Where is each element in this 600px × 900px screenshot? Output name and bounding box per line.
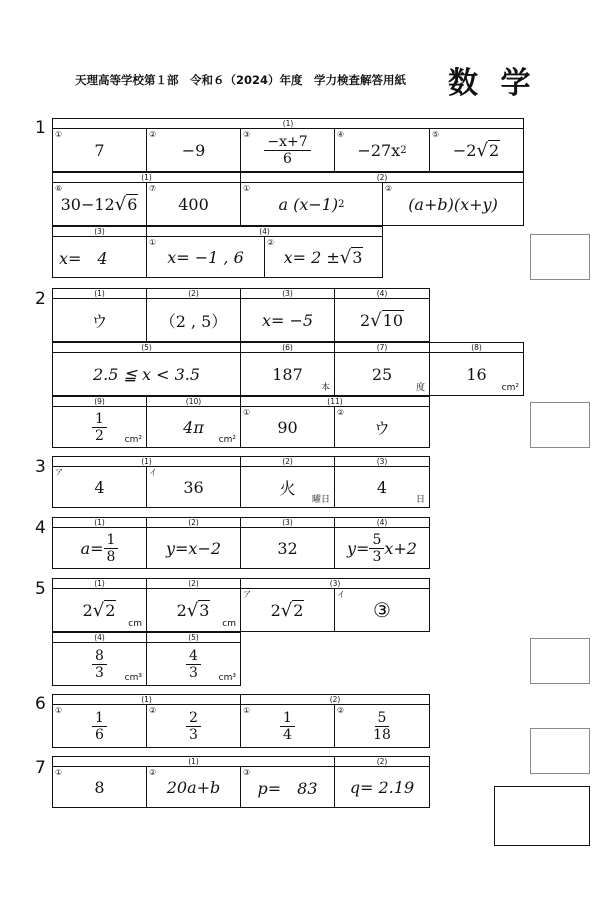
q5-2-header: (2) [146, 578, 241, 589]
marker: ① [243, 184, 251, 193]
q3-2-header: (2) [240, 456, 335, 467]
q5-5-answer[interactable] [146, 642, 241, 686]
answer-text: 20a+b [166, 777, 221, 797]
question-number-5: 5 [35, 579, 46, 599]
q4-1-answer[interactable] [52, 527, 147, 569]
q1-3-answer[interactable] [52, 236, 147, 278]
q2-6-answer[interactable] [240, 352, 335, 396]
marker: ③ [243, 130, 251, 139]
score-box-2[interactable] [530, 402, 590, 448]
answer-text: 4 [376, 477, 388, 497]
marker: ② [337, 706, 345, 715]
sqrt-icon: √ [370, 309, 382, 331]
answer-text: x+2 [384, 538, 417, 558]
fraction [92, 648, 107, 681]
marker: ⑤ [432, 130, 440, 139]
marker: ① [243, 706, 251, 715]
q2-8-header: (8) [429, 342, 524, 353]
radicand: 6 [127, 195, 138, 214]
sqrt-icon: √ [280, 599, 293, 621]
q1-4-2-answer[interactable] [264, 236, 383, 278]
marker: ① [55, 130, 63, 139]
sheet-title: 天理高等学校第１部 令和６（2024）年度 学力検査解答用紙 [75, 73, 407, 87]
fraction [186, 648, 201, 681]
numerator: 8 [92, 648, 107, 665]
radicand: 2 [488, 141, 500, 160]
q1-1-3-answer[interactable] [240, 128, 335, 172]
q5-3-a-answer[interactable] [240, 588, 335, 632]
q1-3-header: (3) [52, 226, 147, 237]
q7-1-1-answer[interactable] [52, 766, 147, 808]
q2-1-answer[interactable] [52, 298, 147, 342]
answer-text: p= 83 [257, 778, 318, 798]
q7-2-header: (2) [334, 756, 430, 767]
q5-4-header: (4) [52, 632, 147, 643]
sqrt-icon: √ [339, 246, 352, 268]
radicand: 10 [382, 311, 404, 330]
answer-text: 32 [277, 538, 298, 558]
q4-3-answer[interactable] [240, 527, 335, 569]
marker: ⑦ [149, 184, 157, 193]
q7-1-2-answer[interactable] [146, 766, 241, 808]
radicand: 2 [105, 601, 116, 620]
q6-1-header: (1) [52, 694, 241, 705]
q2-7-header: (7) [334, 342, 430, 353]
denominator: 8 [106, 548, 116, 565]
q4-2-answer[interactable] [146, 527, 241, 569]
answer-text: y= [347, 538, 370, 558]
score-box-4[interactable] [530, 728, 590, 774]
answer-text: 36 [183, 477, 204, 497]
numerator: 1 [92, 710, 107, 727]
question-number-1: 1 [35, 118, 46, 138]
answer-text: 25 [371, 364, 393, 384]
numerator: 2 [186, 710, 201, 727]
answer-text: 2 [82, 600, 93, 620]
q2-2-answer[interactable] [146, 298, 241, 342]
answer-text: a (x−1) [278, 194, 339, 214]
answer-text: 187 [272, 364, 303, 384]
unit-label: 本 [320, 383, 330, 393]
fraction [92, 710, 107, 743]
q1-1-2-answer[interactable] [146, 128, 241, 172]
numerator: 5 [375, 710, 390, 727]
q7-2-answer[interactable] [334, 766, 430, 808]
answer-text: 2.5 ≦ x < 3.5 [92, 364, 201, 384]
numerator: 5 [369, 532, 384, 549]
q7-1-3-answer[interactable] [240, 766, 335, 808]
q4-4-header: (4) [334, 517, 430, 528]
q4-2-header: (2) [146, 517, 241, 528]
q1-2-header: (2) [240, 172, 524, 183]
q2-3-header: (3) [240, 288, 335, 299]
q1-2-1-answer[interactable] [240, 182, 383, 226]
denominator: 3 [372, 548, 382, 565]
unit-label: 日 [415, 495, 425, 505]
denominator: 18 [373, 726, 391, 743]
q4-4-answer[interactable] [334, 527, 430, 569]
fraction [104, 532, 119, 565]
q2-7-answer[interactable] [334, 352, 430, 396]
fraction [370, 710, 394, 743]
q2-8-answer[interactable] [429, 352, 524, 396]
denominator: 3 [189, 726, 198, 743]
answer-text: 400 [178, 194, 209, 214]
q5-3-header: (3) [240, 578, 430, 589]
q3-1-header: (1) [52, 456, 241, 467]
q2-10-header: (10) [146, 396, 241, 407]
answer-text: ウ [91, 311, 108, 331]
q1-2-2-answer[interactable] [382, 182, 524, 226]
answer-text: −9 [181, 140, 206, 160]
q6-2-2-answer[interactable] [334, 704, 430, 748]
q2-5-answer[interactable] [52, 352, 241, 396]
marker: イ [149, 468, 157, 477]
subject-title: 数 学 [448, 66, 537, 101]
sqrt-icon: √ [92, 599, 105, 621]
q2-4-answer[interactable] [334, 298, 430, 342]
answer-text: （2 , 5） [159, 311, 228, 331]
unit-label: 度 [415, 383, 425, 393]
answer-text: 8 [94, 777, 105, 797]
fraction [369, 532, 384, 565]
q2-2-header: (2) [146, 288, 241, 299]
answer-text: 90 [277, 417, 298, 437]
fraction [280, 710, 295, 743]
q1-1-4-answer[interactable] [334, 128, 430, 172]
answer-text: 30−12 [60, 194, 115, 214]
marker: ③ [243, 768, 251, 777]
q6-1-1-answer[interactable] [52, 704, 147, 748]
marker: ④ [337, 130, 345, 139]
unit-label: cm [222, 619, 236, 629]
numerator: 4 [186, 648, 201, 665]
question-number-6: 6 [35, 694, 46, 714]
answer-text: ③ [373, 598, 391, 622]
question-number-7: 7 [35, 758, 46, 778]
question-number-4: 4 [35, 518, 46, 538]
q2-9-header: (9) [52, 396, 147, 407]
answer-text: x= 2 ± [283, 247, 340, 267]
q1-4-1-answer[interactable] [146, 236, 265, 278]
marker: ① [55, 706, 63, 715]
answer-text: 4 [94, 477, 105, 497]
answer-text: 火 [279, 478, 296, 498]
numerator: 1 [92, 411, 107, 428]
q5-5-header: (5) [146, 632, 241, 643]
answer-text: 16 [466, 364, 487, 384]
q6-2-header: (2) [240, 694, 430, 705]
total-score-box[interactable] [494, 786, 590, 846]
q2-1-header: (1) [52, 288, 147, 299]
marker: ② [149, 130, 157, 139]
answer-text: 7 [94, 140, 105, 160]
denominator: 6 [95, 726, 104, 743]
q4-1-header: (1) [52, 517, 147, 528]
question-number-3: 3 [35, 457, 46, 477]
q1-1-6-answer[interactable] [52, 182, 147, 226]
exponent: 2 [400, 144, 407, 156]
denominator: 4 [283, 726, 292, 743]
fraction [186, 710, 201, 743]
marker: ② [385, 184, 393, 193]
radicand: 2 [293, 601, 304, 620]
answer-text: 2 [270, 600, 281, 620]
answer-text: y=x−2 [165, 538, 222, 558]
fraction [92, 411, 107, 444]
q5-1-header: (1) [52, 578, 147, 589]
q5-1-answer[interactable] [52, 588, 147, 632]
fraction [264, 134, 310, 167]
q3-3-header: (3) [334, 456, 430, 467]
exponent: 2 [338, 198, 345, 210]
unit-label: cm² [218, 435, 236, 445]
q3-3-answer[interactable] [334, 466, 430, 508]
unit-label: cm³ [124, 673, 142, 683]
q2-5-header: (5) [52, 342, 241, 353]
answer-text: (a+b)(x+y) [408, 194, 498, 214]
q5-2-answer[interactable] [146, 588, 241, 632]
marker: ア [55, 468, 63, 477]
q2-9-answer[interactable] [52, 406, 147, 448]
q1-1-1-answer[interactable] [52, 128, 147, 172]
answer-text: x= −1 , 6 [167, 247, 244, 267]
marker: ① [149, 238, 157, 247]
answer-text: −27x [357, 140, 401, 160]
q2-11-2-answer[interactable] [334, 406, 430, 448]
q6-2-1-answer[interactable] [240, 704, 335, 748]
q2-3-answer[interactable] [240, 298, 335, 342]
question-number-2: 2 [35, 289, 46, 309]
marker: ② [149, 768, 157, 777]
denominator: 6 [283, 150, 292, 167]
marker: ⑥ [55, 184, 63, 193]
marker: ア [243, 590, 251, 599]
q6-1-2-answer[interactable] [146, 704, 241, 748]
answer-text: a= [80, 538, 104, 558]
q2-10-answer[interactable] [146, 406, 241, 448]
answer-text: 4π [183, 417, 204, 437]
unit-label: cm² [124, 435, 142, 445]
radicand: 3 [199, 601, 210, 620]
q2-11-header: (11) [240, 396, 430, 407]
numerator: 1 [104, 532, 119, 549]
answer-text: −2 [452, 140, 477, 160]
unit-label: cm [128, 619, 142, 629]
q5-4-answer[interactable] [52, 642, 147, 686]
q1-1-7-answer[interactable] [146, 182, 241, 226]
q3-1-i-answer[interactable] [146, 466, 241, 508]
denominator: 3 [95, 664, 104, 681]
score-box-1[interactable] [530, 234, 590, 280]
unit-label: cm³ [218, 673, 236, 683]
score-box-3[interactable] [530, 638, 590, 684]
marker: ② [337, 408, 345, 417]
q1-1-5-answer[interactable] [429, 128, 524, 172]
marker: ② [149, 706, 157, 715]
denominator: 2 [95, 427, 104, 444]
radicand: 3 [352, 248, 363, 267]
q7-1-header: (1) [52, 756, 335, 767]
q2-6-header: (6) [240, 342, 335, 353]
q2-11-1-answer[interactable] [240, 406, 335, 448]
marker: ① [243, 408, 251, 417]
q2-4-header: (4) [334, 288, 430, 299]
unit-label: cm² [501, 383, 519, 393]
denominator: 3 [189, 664, 198, 681]
q4-3-header: (3) [240, 517, 335, 528]
q1-4-header: (4) [146, 226, 383, 237]
unit-label: 曜日 [311, 495, 330, 505]
answer-text: ウ [373, 418, 390, 438]
numerator: −x+7 [264, 134, 310, 151]
answer-text: x= −5 [261, 310, 314, 330]
marker: ② [267, 238, 275, 247]
answer-text: x= 4 [59, 248, 108, 268]
answer-text: q= 2.19 [349, 777, 415, 797]
sqrt-icon: √ [186, 599, 199, 621]
sqrt-icon: √ [114, 193, 127, 215]
answer-text: 2 [176, 600, 187, 620]
marker: イ [337, 590, 345, 599]
q1-1-header: (1) [52, 118, 524, 129]
q5-3-i-answer[interactable] [334, 588, 430, 632]
sqrt-icon: √ [476, 139, 488, 161]
answer-text: 2 [359, 310, 371, 330]
numerator: 1 [280, 710, 295, 727]
q3-1-a-answer[interactable] [52, 466, 147, 508]
q3-2-answer[interactable] [240, 466, 335, 508]
marker: ① [55, 768, 63, 777]
q1-1-header-b: (1) [52, 172, 241, 183]
